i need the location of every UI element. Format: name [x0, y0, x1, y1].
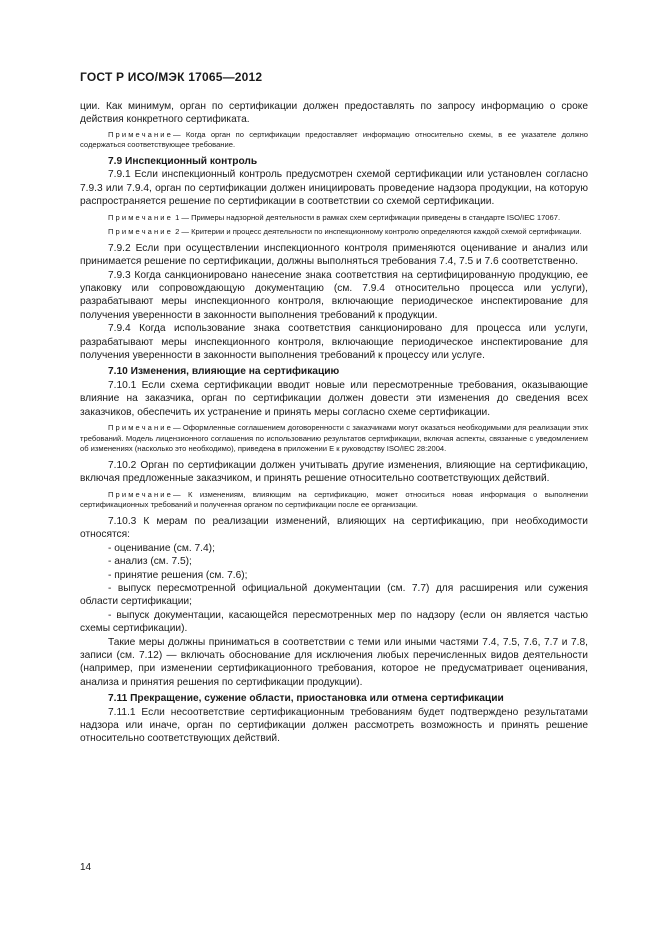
paragraph-7-11-1: 7.11.1 Если несоответствие сертификационным требованиям будет подтверждено результатами надзора или иначе, орган по сертификации должен рассмотреть возможность и принять решение относительно соответствующих действий.: [80, 706, 588, 745]
paragraph-7-10-3: 7.10.3 К мерам по реализации изменений, влияющих на сертификацию, при необходимости относятся:: [80, 515, 588, 541]
document-body: [80, 100, 588, 746]
note-text: — Когда орган по сертификации предоставляет информацию относительно схемы, в ее указателе должно содержаться соответствующее требование.: [80, 129, 588, 150]
list-item: - выпуск документации, касающейся пересмотренных мер по надзору (если он является частью схемы сертификации).: [80, 609, 588, 635]
note-label: Примечание: [108, 129, 173, 139]
paragraph-7-9-2: 7.9.2 Если при осуществлении инспекционного контроля применяются оценивание и анализ или принимается решение по сертификации, должны выполняться требования 7.4, 7.5 и 7.6 соответственно.: [80, 242, 588, 268]
document-header: ГОСТ Р ИСО/МЭК 17065—2012: [80, 70, 263, 84]
note-paragraph: [80, 490, 588, 511]
note-label: Примечание: [108, 489, 173, 499]
section-heading-7-10: 7.10 Изменения, влияющие на сертификацию: [108, 366, 340, 378]
section-heading-7-11: 7.11 Прекращение, сужение области, приостановка или отмена сертификации: [108, 693, 504, 705]
note-text: — К изменениям, влияющим на сертификацию, может относиться новая информация о выполнении сертификационных требований и полученная органом по сертификации после ее организации.: [80, 489, 588, 510]
note-paragraph: [80, 423, 588, 455]
note-label: Примечание: [108, 212, 173, 222]
paragraph-7-10-2: 7.10.2 Орган по сертификации должен учитывать другие изменения, влияющие на сертификацию, включая предложенные заказчиком, и принять решение относительно соответствующих действий.: [80, 459, 588, 485]
paragraph-7-10-1: 7.10.1 Если схема сертификации вводит новые или пересмотренные требования, оказывающие влияние на заказчика, орган по сертификации должен довести эти изменения до сведения всех заказчиков, обеспечить их устранение и принять меры согласно схеме сертификации.: [80, 379, 588, 418]
note-paragraph: [80, 130, 588, 151]
note-label: Примечание: [108, 227, 173, 237]
paragraph-continuation: ции. Как минимум, орган по сертификации должен предоставлять по запросу информацию о сроке действия конкретного сертификата.: [80, 101, 588, 126]
note-text: 2 — Критерии и процесс деятельности по инспекционному контролю определяются каждой схемой сертификации.: [172, 227, 582, 237]
paragraph-7-9-4: 7.9.4 Когда использование знака соответствия санкционировано для процесса или услуги, разрабатывают меры инспекционного контроля, включающие периодическое инспектирование для получения уверенности в законности выполнения требований к процессу или услуге.: [80, 323, 588, 362]
paragraph-7-9-1: 7.9.1 Если инспекционный контроль предусмотрен схемой сертификации или установлен согласно 7.9.3 или 7.9.4, орган по сертификации должен инициировать проведение надзора продукции, на которую распространяется решение по сертификации в соответствии со схемой сертификации.: [80, 169, 588, 208]
list-item: - выпуск пересмотренной официальной документации (см. 7.7) для расширения или сужения области сертификации;: [80, 582, 588, 608]
note-text: — Оформленные соглашением договоренности с заказчиками могут оказаться необходимыми для реализации этих требований. Модель лицензионного соглашения по использованию результатов сертификации, включая аспекты, связанные с уведомлением об изменениях (насколько это необходимо), приведена в приложении Е к руководству ISO/IEC 28:2004.: [80, 423, 588, 454]
note-paragraph: [80, 213, 588, 224]
paragraph-7-9-3: 7.9.3 Когда санкционировано нанесение знака соответствия на сертифицированную продукцию, ее упаковку или сопровождающую документацию (см. 7.9.4 относительно процесса или услуги), разрабатывают меры инспекционного контроля, включающие периодическое инспектирование для получения уверенности в законности выполнения требований к продукции.: [80, 269, 588, 321]
section-heading-7-9: 7.9 Инспекционный контроль: [108, 156, 258, 167]
list-item: - оценивание (см. 7.4);: [108, 542, 215, 554]
page-number: 14: [80, 862, 92, 873]
paragraph-7-10-3-continued: Такие меры должны приниматься в соответствии с теми или иными частями 7.4, 7.5, 7.6, 7.7 и 7.8, записи (см. 7.12) — включать обоснование для исключения любых перечисленных видов деятельности (например, при изменении сертификационного требования, которое не предусматривает оценивания, анализа и принятия решения по сертификации продукции).: [80, 636, 588, 688]
list-item: - анализ (см. 7.5);: [108, 556, 192, 568]
list-item: - принятие решения (см. 7.6);: [108, 569, 248, 581]
note-text: 1 — Примеры надзорной деятельности в рамках схем сертификации приведены в стандарте ISO/IEC 17067.: [172, 212, 561, 222]
note-label: Примечание: [108, 423, 173, 433]
note-paragraph: [80, 227, 588, 238]
